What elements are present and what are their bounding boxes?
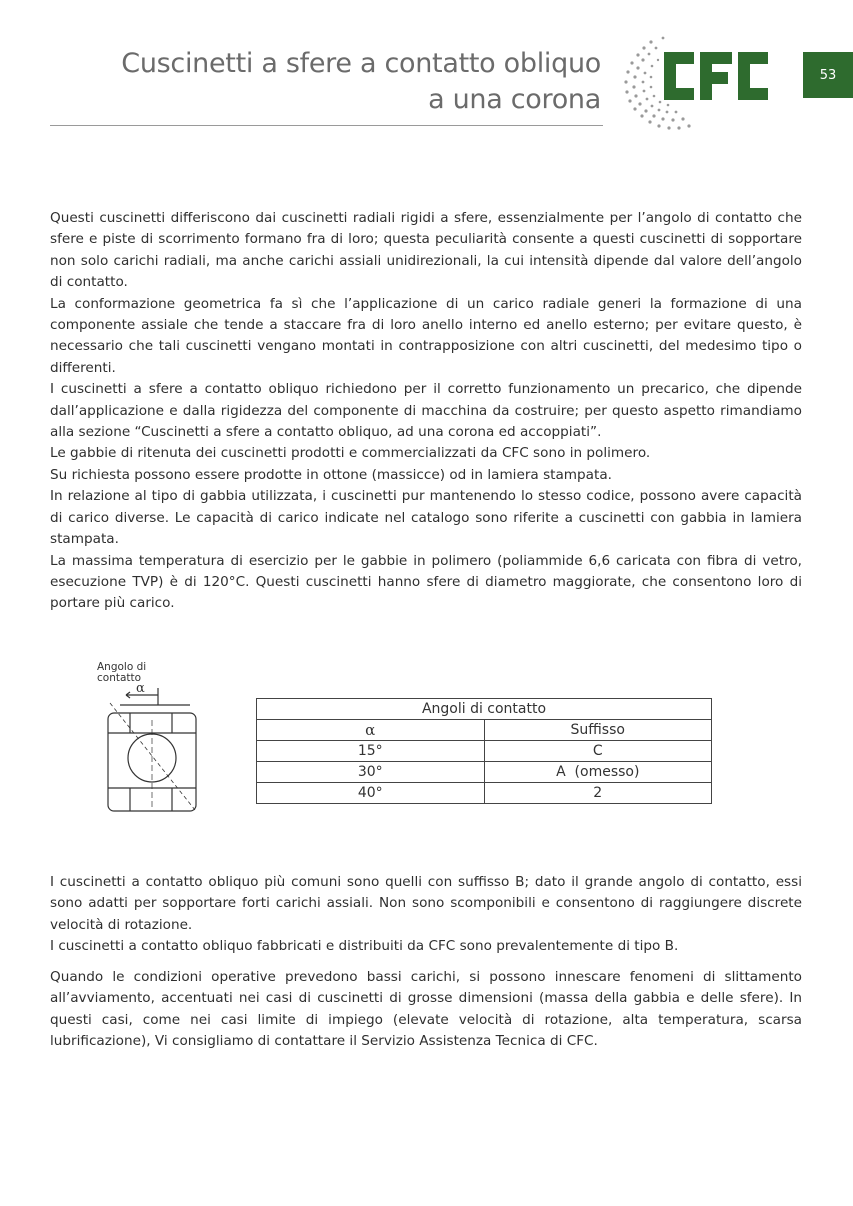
paragraph: Le gabbie di ritenuta dei cuscinetti prodotti e commercializzati da CFC sono in polimero. <box>50 445 651 462</box>
dot-swirl-icon <box>624 37 690 130</box>
page-title <box>121 46 601 118</box>
contact-angles-table <box>256 698 712 804</box>
column-header-alpha: α <box>257 720 485 741</box>
table-title-row <box>257 699 712 720</box>
suffix-cell: C <box>484 741 712 762</box>
paragraph: I cuscinetti a contatto obliquo fabbricati e distribuiti da CFC sono prevalentemente di tipo B. <box>50 938 679 955</box>
suffix-b-section <box>50 872 802 958</box>
alpha-symbol: α <box>136 681 145 696</box>
paragraph: I cuscinetti a sfere a contatto obliquo richiedono per il corretto funzionamento un precarico, che dipende dall’applicazione e dalla rigidezza del componente di macchina da costruire; per questo aspetto rimandiamo alla sezione “Cuscinetti a sfere a contatto obliquo, ad una corona ed accoppiati”. <box>50 381 802 441</box>
page-number-tab <box>803 52 853 98</box>
contact-angle-label-line2: contatto <box>97 672 142 684</box>
table-row <box>257 762 712 783</box>
table-row <box>257 783 712 804</box>
title-line-1: Cuscinetti a sfere a contatto obliquo <box>121 48 601 79</box>
table-row <box>257 741 712 762</box>
page-number: 53 <box>819 67 837 83</box>
suffix-cell: 2 <box>484 783 712 804</box>
paragraph: Quando le condizioni operative prevedono bassi carichi, si possono innescare fenomeni di slittamento all’avviamento, accentuati nei casi di cuscinetti di grosse dimensioni (massa della gabbia e delle sfere). In questi casi, come nei casi limite di impiego (elevate velocità di rotazione, alta temperatura, scarsa lubrificazione), Vi consigliamo di contattare il Servizio Assistenza Tecnica di CFC. <box>50 969 802 1050</box>
angle-cell: 30° <box>257 762 485 783</box>
intro-section <box>50 208 802 615</box>
contact-angle-label-line1: Angolo di <box>97 661 147 673</box>
cfc-letters <box>664 52 768 100</box>
angle-cell: 40° <box>257 783 485 804</box>
bearing-cross-section-diagram <box>90 660 220 820</box>
suffix-cell: A (omesso) <box>484 762 712 783</box>
cfc-logo <box>616 30 806 140</box>
low-load-section <box>50 967 802 1053</box>
column-header-suffix: Suffisso <box>484 720 712 741</box>
title-line-2: a una corona <box>428 84 601 115</box>
paragraph: I cuscinetti a contatto obliquo più comuni sono quelli con suffisso B; dato il grande angolo di contatto, essi sono adatti per sopportare forti carichi assiali. Non sono scomponibili e consentono di raggiungere discrete velocità di rotazione. <box>50 874 802 933</box>
table-title: Angoli di contatto <box>257 699 712 720</box>
title-divider <box>50 125 603 126</box>
angle-cell: 15° <box>257 741 485 762</box>
table-header-row <box>257 720 712 741</box>
paragraph: Su richiesta possono essere prodotte in ottone (massicce) od in lamiera stampata. <box>50 466 612 483</box>
paragraph: Questi cuscinetti differiscono dai cuscinetti radiali rigidi a sfere, essenzialmente per l’angolo di contatto che sfere e piste di scorrimento formano fra di loro; questa peculiarità consente a questi cuscinetti di sopportare non solo carichi radiali, ma anche carichi assiali unidirezionali, la cui intensità dipende dal valore dell’angolo di contatto. <box>50 210 802 291</box>
paragraph: La conformazione geometrica fa sì che l’applicazione di un carico radiale generi la formazione di una componente assiale che tende a staccare fra di loro anello interno ed anello esterno; per evitare questo, è necessario che tali cuscinetti vengano montati in contrapposizione con altri cuscinetti, del medesimo tipo o differenti. <box>50 295 802 376</box>
paragraph: In relazione al tipo di gabbia utilizzata, i cuscinetti pur mantenendo lo stesso codice, possono avere capacità di carico diverse. Le capacità di carico indicate nel catalogo sono riferite a cuscinetti con gabbia in lamiera stampata. <box>50 488 802 548</box>
paragraph: La massima temperatura di esercizio per le gabbie in polimero (poliammide 6,6 caricata con fibra di vetro, esecuzione TVP) è di 120°C. Questi cuscinetti hanno sfere di diametro maggiorate, che consentono loro di portare più carico. <box>50 552 802 612</box>
